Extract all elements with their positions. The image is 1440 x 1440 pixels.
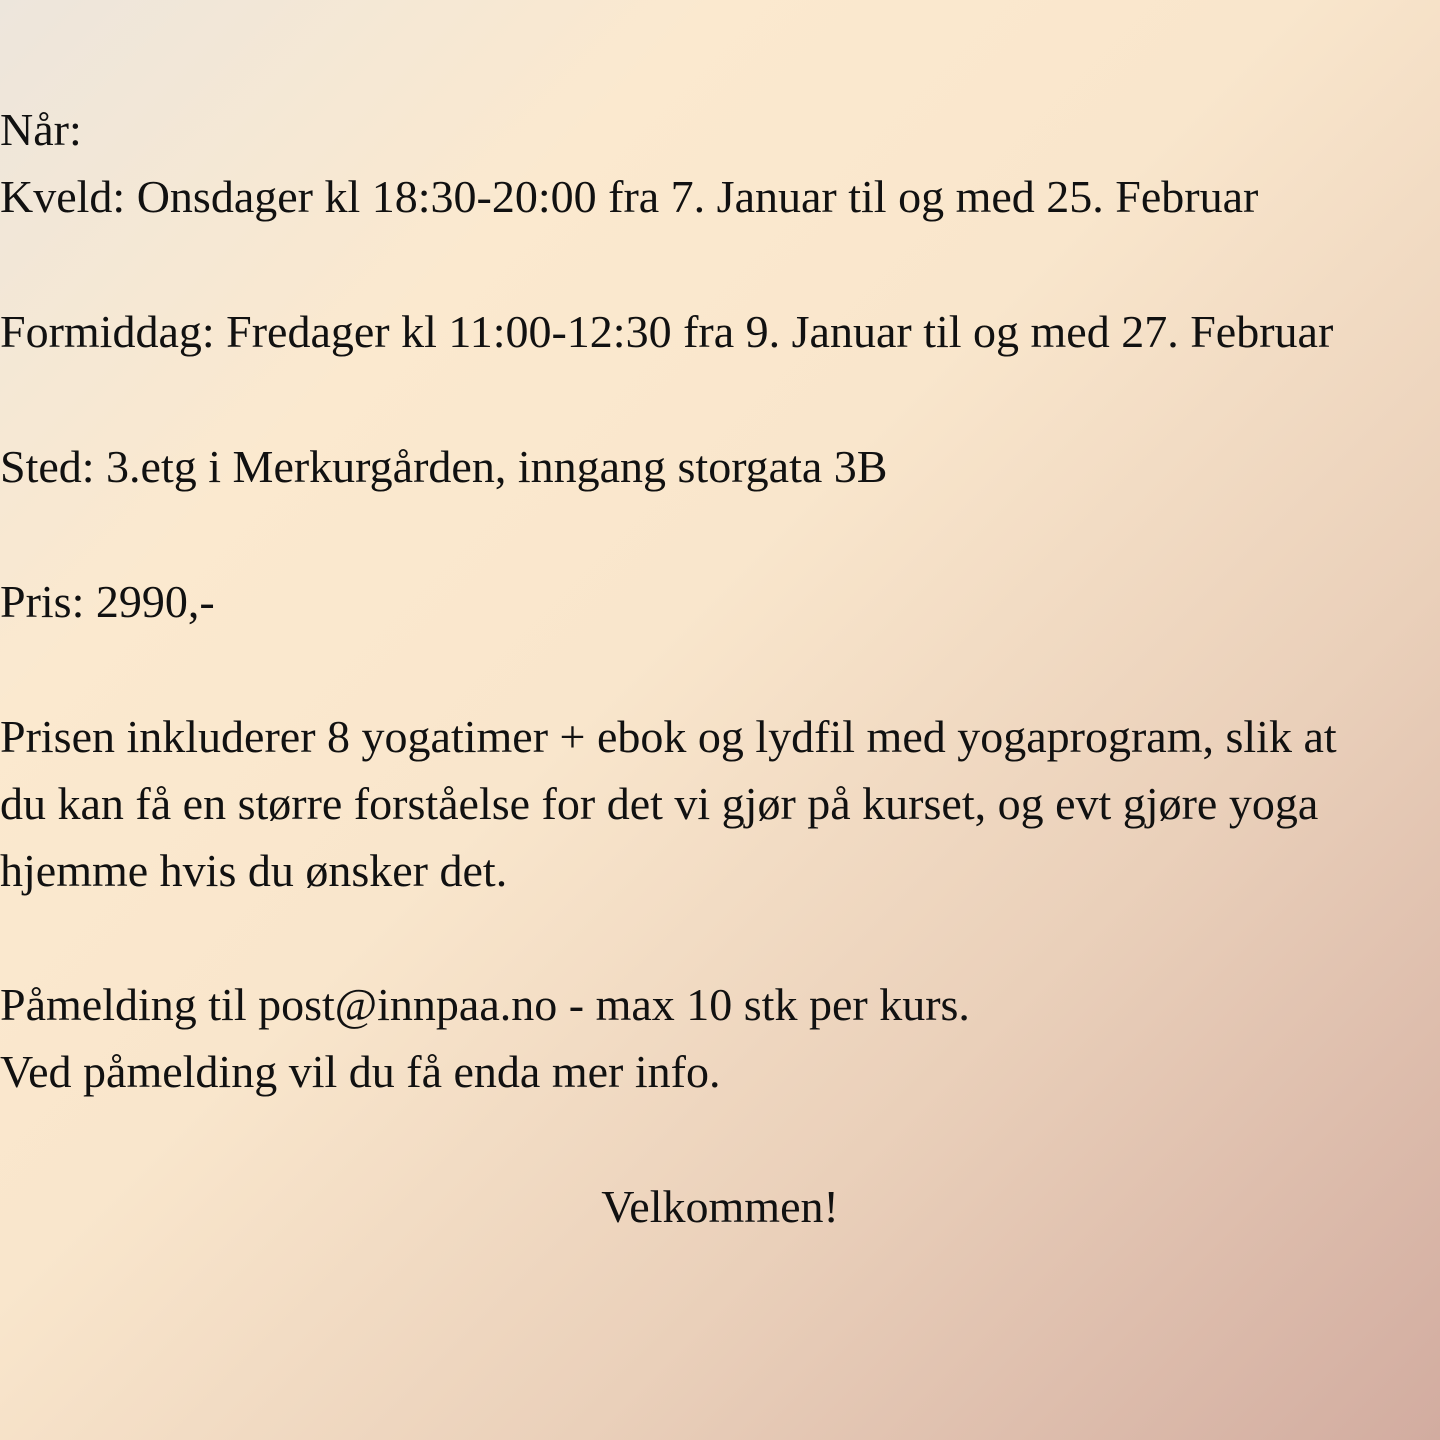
evening-schedule: Kveld: Onsdager kl 18:30-20:00 fra 7. Januar til og med 25. Februar <box>0 171 1259 222</box>
morning-schedule: Formiddag: Fredager kl 11:00-12:30 fra 9. Januar til og med 27. Februar <box>0 306 1334 357</box>
location-text: Sted: 3.etg i Merkurgården, inngang storgata 3B <box>0 441 888 492</box>
includes-line-1: Prisen inkluderer 8 yogatimer + ebok og lydfil med yogaprogram, slik at <box>0 711 1337 762</box>
price-text: Pris: 2990,- <box>0 576 215 627</box>
signup-line-2: Ved påmelding vil du få enda mer info. <box>0 1046 721 1097</box>
includes-line-2: du kan få en større forståelse for det vi gjør på kurset, og evt gjøre yoga <box>0 778 1319 829</box>
signup-line-1: Påmelding til post@innpaa.no - max 10 stk per kurs. <box>0 979 970 1030</box>
welcome-text: Velkommen! <box>601 1181 839 1232</box>
when-label: Når: <box>0 104 82 155</box>
includes-line-3: hjemme hvis du ønsker det. <box>0 845 508 896</box>
